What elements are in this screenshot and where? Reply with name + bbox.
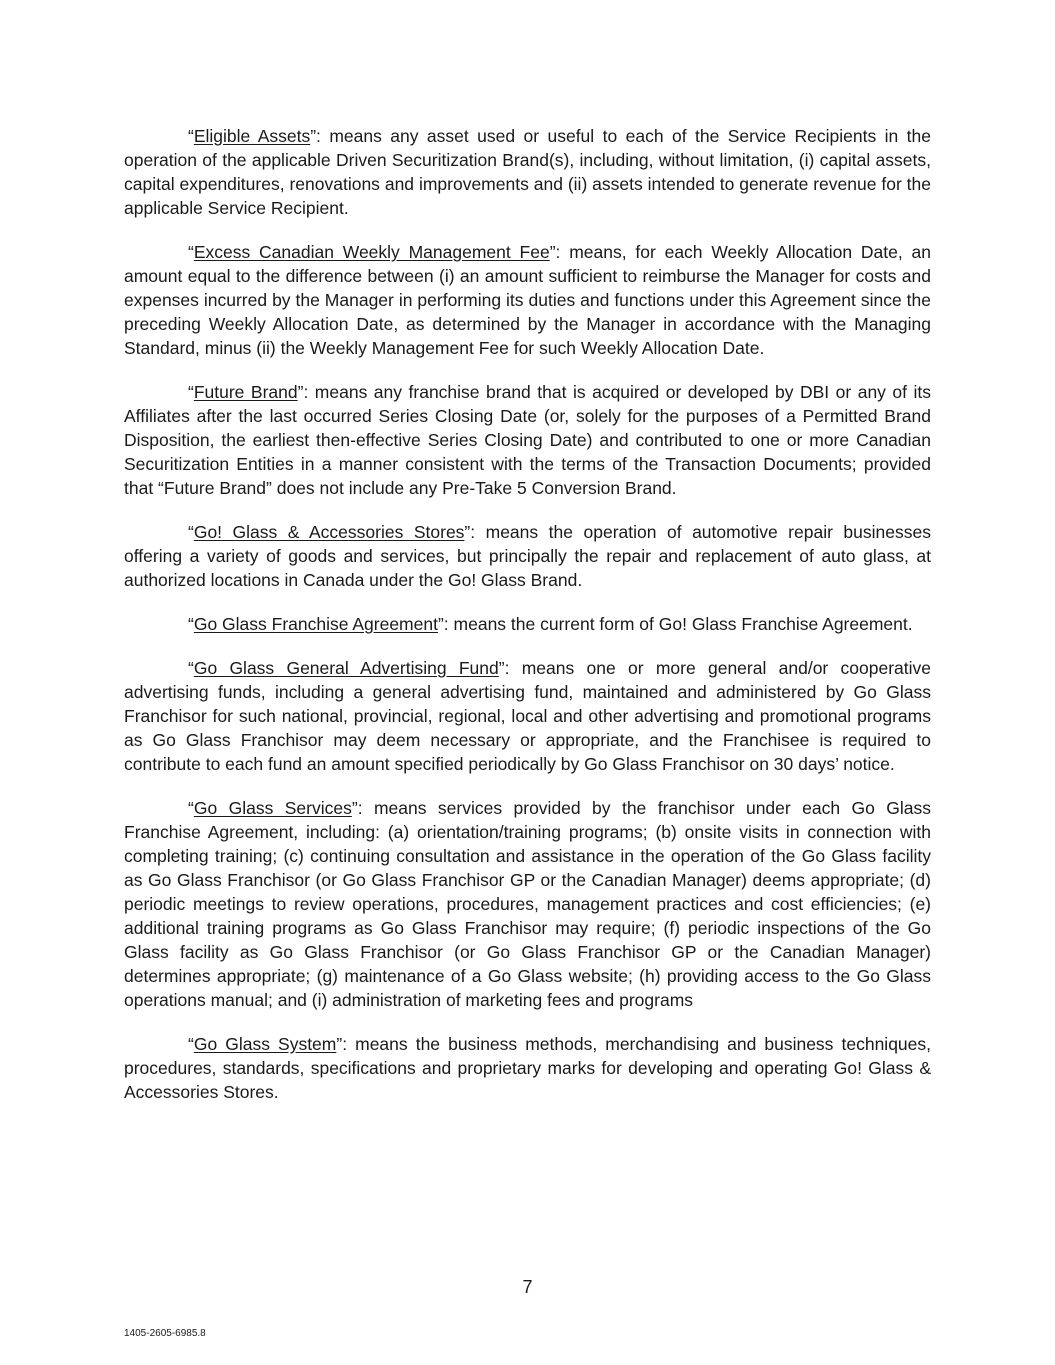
defined-term: Go Glass General Advertising Fund (193, 658, 499, 678)
open-quote: “ (188, 614, 194, 634)
close-quote: ” (464, 522, 471, 542)
close-quote: ” (336, 1034, 343, 1054)
definition-future-brand (124, 380, 931, 500)
definition-text: : means any franchise brand that is acquired or developed by DBI or any of its Affiliates after the last occurred Series Closing Date (or, solely for the purposes of a Permitted Brand Disposition, the earliest then-effective Series Closing Date) and contributed to one or more Canadian Securitization Entities in a manner consistent with the terms of the Transaction Documents; provided that “Future Brand” does not include any Pre-Take 5 Conversion Brand. (124, 382, 932, 498)
definition-text: : means the current form of Go! Glass Franchise Agreement. (443, 614, 913, 634)
definition-text: : means the operation of automotive repair businesses offering a variety of goods and services, but principally the repair and replacement of auto glass, at authorized locations in Canada under the Go! Glass Brand. (124, 522, 931, 590)
definition-go-glass-franchise-agreement (124, 612, 931, 636)
defined-term: Future Brand (193, 382, 298, 402)
page-number: 7 (522, 1277, 533, 1297)
definition-text: : means the business methods, merchandising and business techniques, procedures, standards, specifications and proprietary marks for developing and operating Go! Glass & Accessories Stores. (124, 1034, 932, 1102)
close-quote: ” (310, 126, 317, 146)
definition-go-glass-services (124, 796, 931, 1012)
definition-text: : means any asset used or useful to each of the Service Recipients in the operation of the applicable Driven Securitization Brand(s), including, without limitation, (i) capital assets, capital expenditures, renovations and improvements and (ii) assets intended to generate revenue for the applicable Service Recipient. (124, 126, 931, 218)
defined-term: Go Glass System (193, 1034, 337, 1054)
defined-term: Go Glass Services (193, 798, 352, 818)
open-quote: “ (188, 382, 194, 402)
definition-eligible-assets (124, 124, 931, 220)
defined-term: Go Glass Franchise Agreement (193, 614, 438, 634)
close-quote: ” (498, 658, 505, 678)
definitions-section (124, 124, 931, 1124)
definition-text: : means services provided by the franchisor under each Go Glass Franchise Agreement, including: (a) orientation/training programs; (b) onsite visits in connection with completing training; (c) continuing consultation and assistance in the operation of the Go Glass facility as Go Glass Franchisor (or Go Glass Franchisor GP or the Canadian Manager) deems appropriate; (d) periodic meetings to review operations, procedures, management practices and cost efficiencies; (e) additional training programs as Go Glass Franchisor may require; (f) periodic inspections of the Go Glass facility as Go Glass Franchisor (or Go Glass Franchisor GP or the Canadian Manager) determines appropriate; (g) maintenance of a Go Glass website; (h) providing access to the Go Glass operations manual; and (i) administration of marketing fees and programs (124, 798, 932, 1010)
open-quote: “ (188, 1034, 194, 1054)
open-quote: “ (188, 522, 194, 542)
close-quote: ” (437, 614, 444, 634)
definition-excess-canadian-weekly-management-fee (124, 240, 931, 360)
close-quote: ” (297, 382, 304, 402)
definition-text: : means one or more general and/or cooperative advertising funds, including a general advertising fund, maintained and administered by Go Glass Franchisor for such national, provincial, regional, local and other advertising and promotional programs as Go Glass Franchisor may deem necessary or appropriate, and the Franchisee is required to contribute to each fund an amount specified periodically by Go Glass Franchisor on 30 days’ notice. (124, 658, 932, 774)
open-quote: “ (188, 126, 194, 146)
document-id: 1405-2605-6985.8 (124, 1328, 206, 1339)
open-quote: “ (188, 798, 194, 818)
close-quote: ” (351, 798, 358, 818)
open-quote: “ (188, 242, 194, 262)
defined-term: Excess Canadian Weekly Management Fee (193, 242, 550, 262)
definition-text: : means, for each Weekly Allocation Date, an amount equal to the difference between (i) an amount sufficient to reimburse the Manager for costs and expenses incurred by the Manager in performing its duties and functions under this Agreement since the preceding Weekly Allocation Date, as determined by the Manager in accordance with the Managing Standard, minus (ii) the Weekly Management Fee for such Weekly Allocation Date. (124, 242, 931, 358)
definition-go-glass-system (124, 1032, 931, 1104)
open-quote: “ (188, 658, 194, 678)
close-quote: ” (549, 242, 556, 262)
defined-term: Eligible Assets (193, 126, 311, 146)
definition-go-glass-accessories-stores (124, 520, 931, 592)
definition-go-glass-general-advertising-fund (124, 656, 931, 776)
defined-term: Go! Glass & Accessories Stores (193, 522, 465, 542)
